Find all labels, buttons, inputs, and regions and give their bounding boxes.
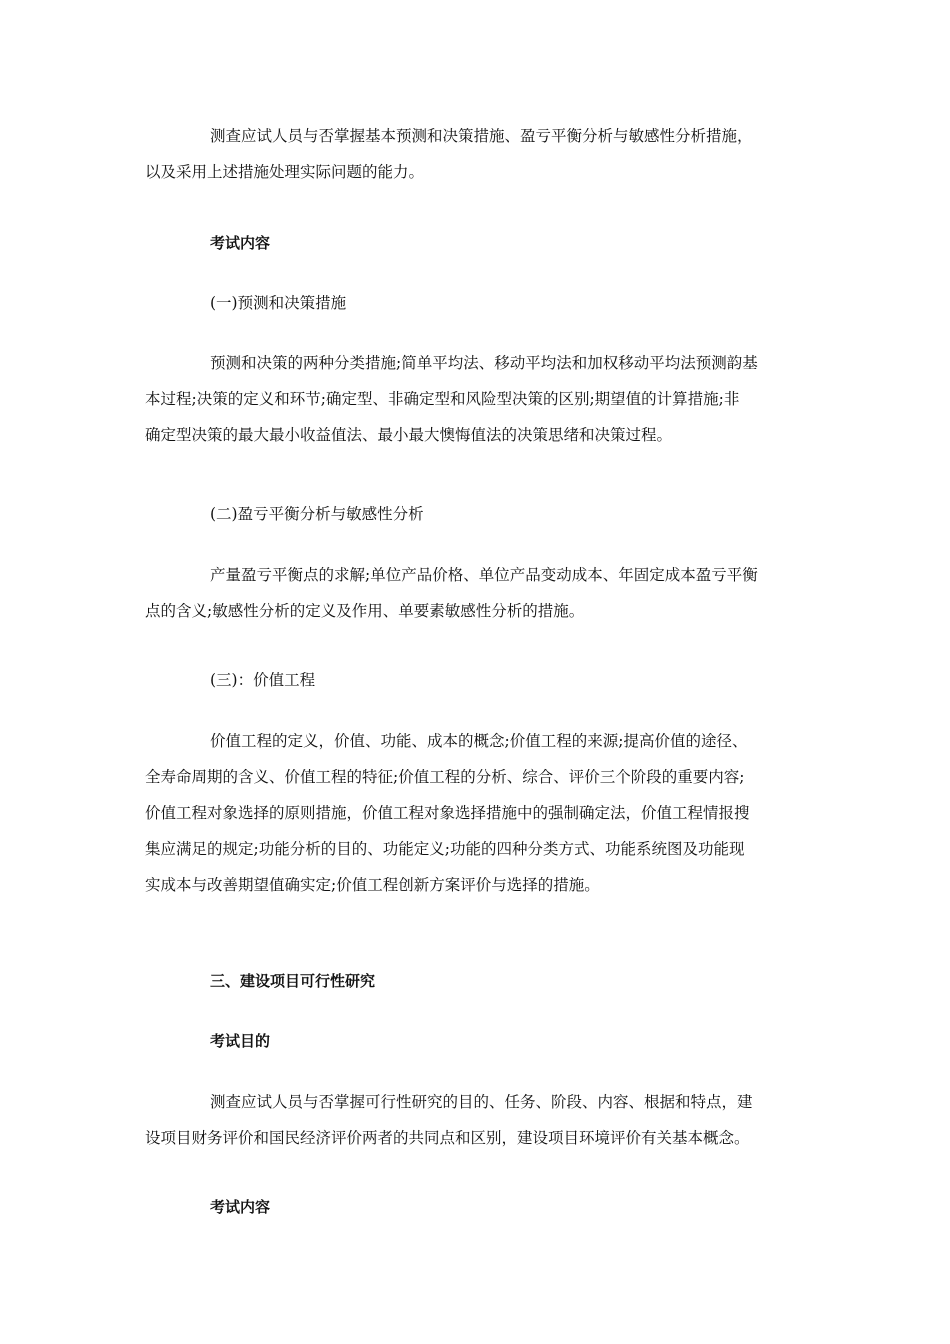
section-title-text: (三)：价值工程: [210, 671, 316, 689]
paragraph-line: 确定型决策的最大最小收益值法、最小最大懊悔值法的决策思绪和决策过程。: [145, 426, 673, 444]
heading-text: 三、建设项目可行性研究: [210, 972, 376, 990]
paragraph-line: 价值工程对象选择的原则措施，价值工程对象选择措施中的强制确定法，价值工程情报搜: [145, 804, 750, 822]
paragraph-line: 预测和决策的两种分类措施;简单平均法、移动平均法和加权移动平均法预测韵基: [210, 354, 758, 372]
paragraph-exam-objective-1: [145, 124, 805, 196]
paragraph-line: 测查应试人员与否掌握可行性研究的目的、任务、阶段、内容、根据和特点，建: [210, 1093, 753, 1111]
paragraph-line: 设项目财务评价和国民经济评价两者的共同点和区别，建设项目环境评价有关基本概念。: [145, 1129, 750, 1147]
paragraph-line: 集应满足的规定;功能分析的目的、功能定义;功能的四种分类方式、功能系统图及功能现: [145, 840, 745, 858]
paragraph-line: 点的含义;敏感性分析的定义及作用、单要素敏感性分析的措施。: [145, 602, 585, 620]
paragraph-value-engineering: [145, 729, 805, 909]
paragraph-line: 测查应试人员与否掌握基本预测和决策措施、盈亏平衡分析与敏感性分析措施，: [210, 127, 753, 145]
section-title-forecast-decision: [145, 291, 805, 315]
heading-exam-objective: [145, 1029, 805, 1053]
paragraph-line: 价值工程的定义，价值、功能、成本的概念;价值工程的来源;提高价值的途径、: [210, 732, 748, 750]
section-title-breakeven-sensitivity: [145, 502, 805, 526]
section-title-value-engineering: [145, 668, 805, 692]
heading-text: 考试内容: [210, 1198, 271, 1216]
section-title-text: (二)盈亏平衡分析与敏感性分析: [210, 505, 424, 523]
heading-exam-content-1: [145, 231, 805, 255]
paragraph-line: 全寿命周期的含义、价值工程的特征;价值工程的分析、综合、评价三个阶段的重要内容;: [145, 768, 745, 786]
paragraph-line: 以及采用上述措施处理实际问题的能力。: [145, 163, 425, 181]
section-title-text: (一)预测和决策措施: [210, 294, 347, 312]
heading-feasibility-study: [145, 969, 805, 993]
heading-text: 考试目的: [210, 1032, 271, 1050]
paragraph-line: 实成本与改善期望值确实定;价值工程创新方案评价与选择的措施。: [145, 876, 600, 894]
heading-exam-content-2: [145, 1195, 805, 1219]
paragraph-line: 本过程;决策的定义和环节;确定型、非确定型和风险型决策的区别;期望值的计算措施;非: [145, 390, 740, 408]
heading-text: 考试内容: [210, 234, 271, 252]
paragraph-breakeven-sensitivity: [145, 563, 805, 635]
paragraph-feasibility-objective: [145, 1090, 805, 1162]
paragraph-forecast-decision: [145, 351, 805, 459]
paragraph-line: 产量盈亏平衡点的求解;单位产品价格、单位产品变动成本、年固定成本盈亏平衡: [210, 566, 758, 584]
